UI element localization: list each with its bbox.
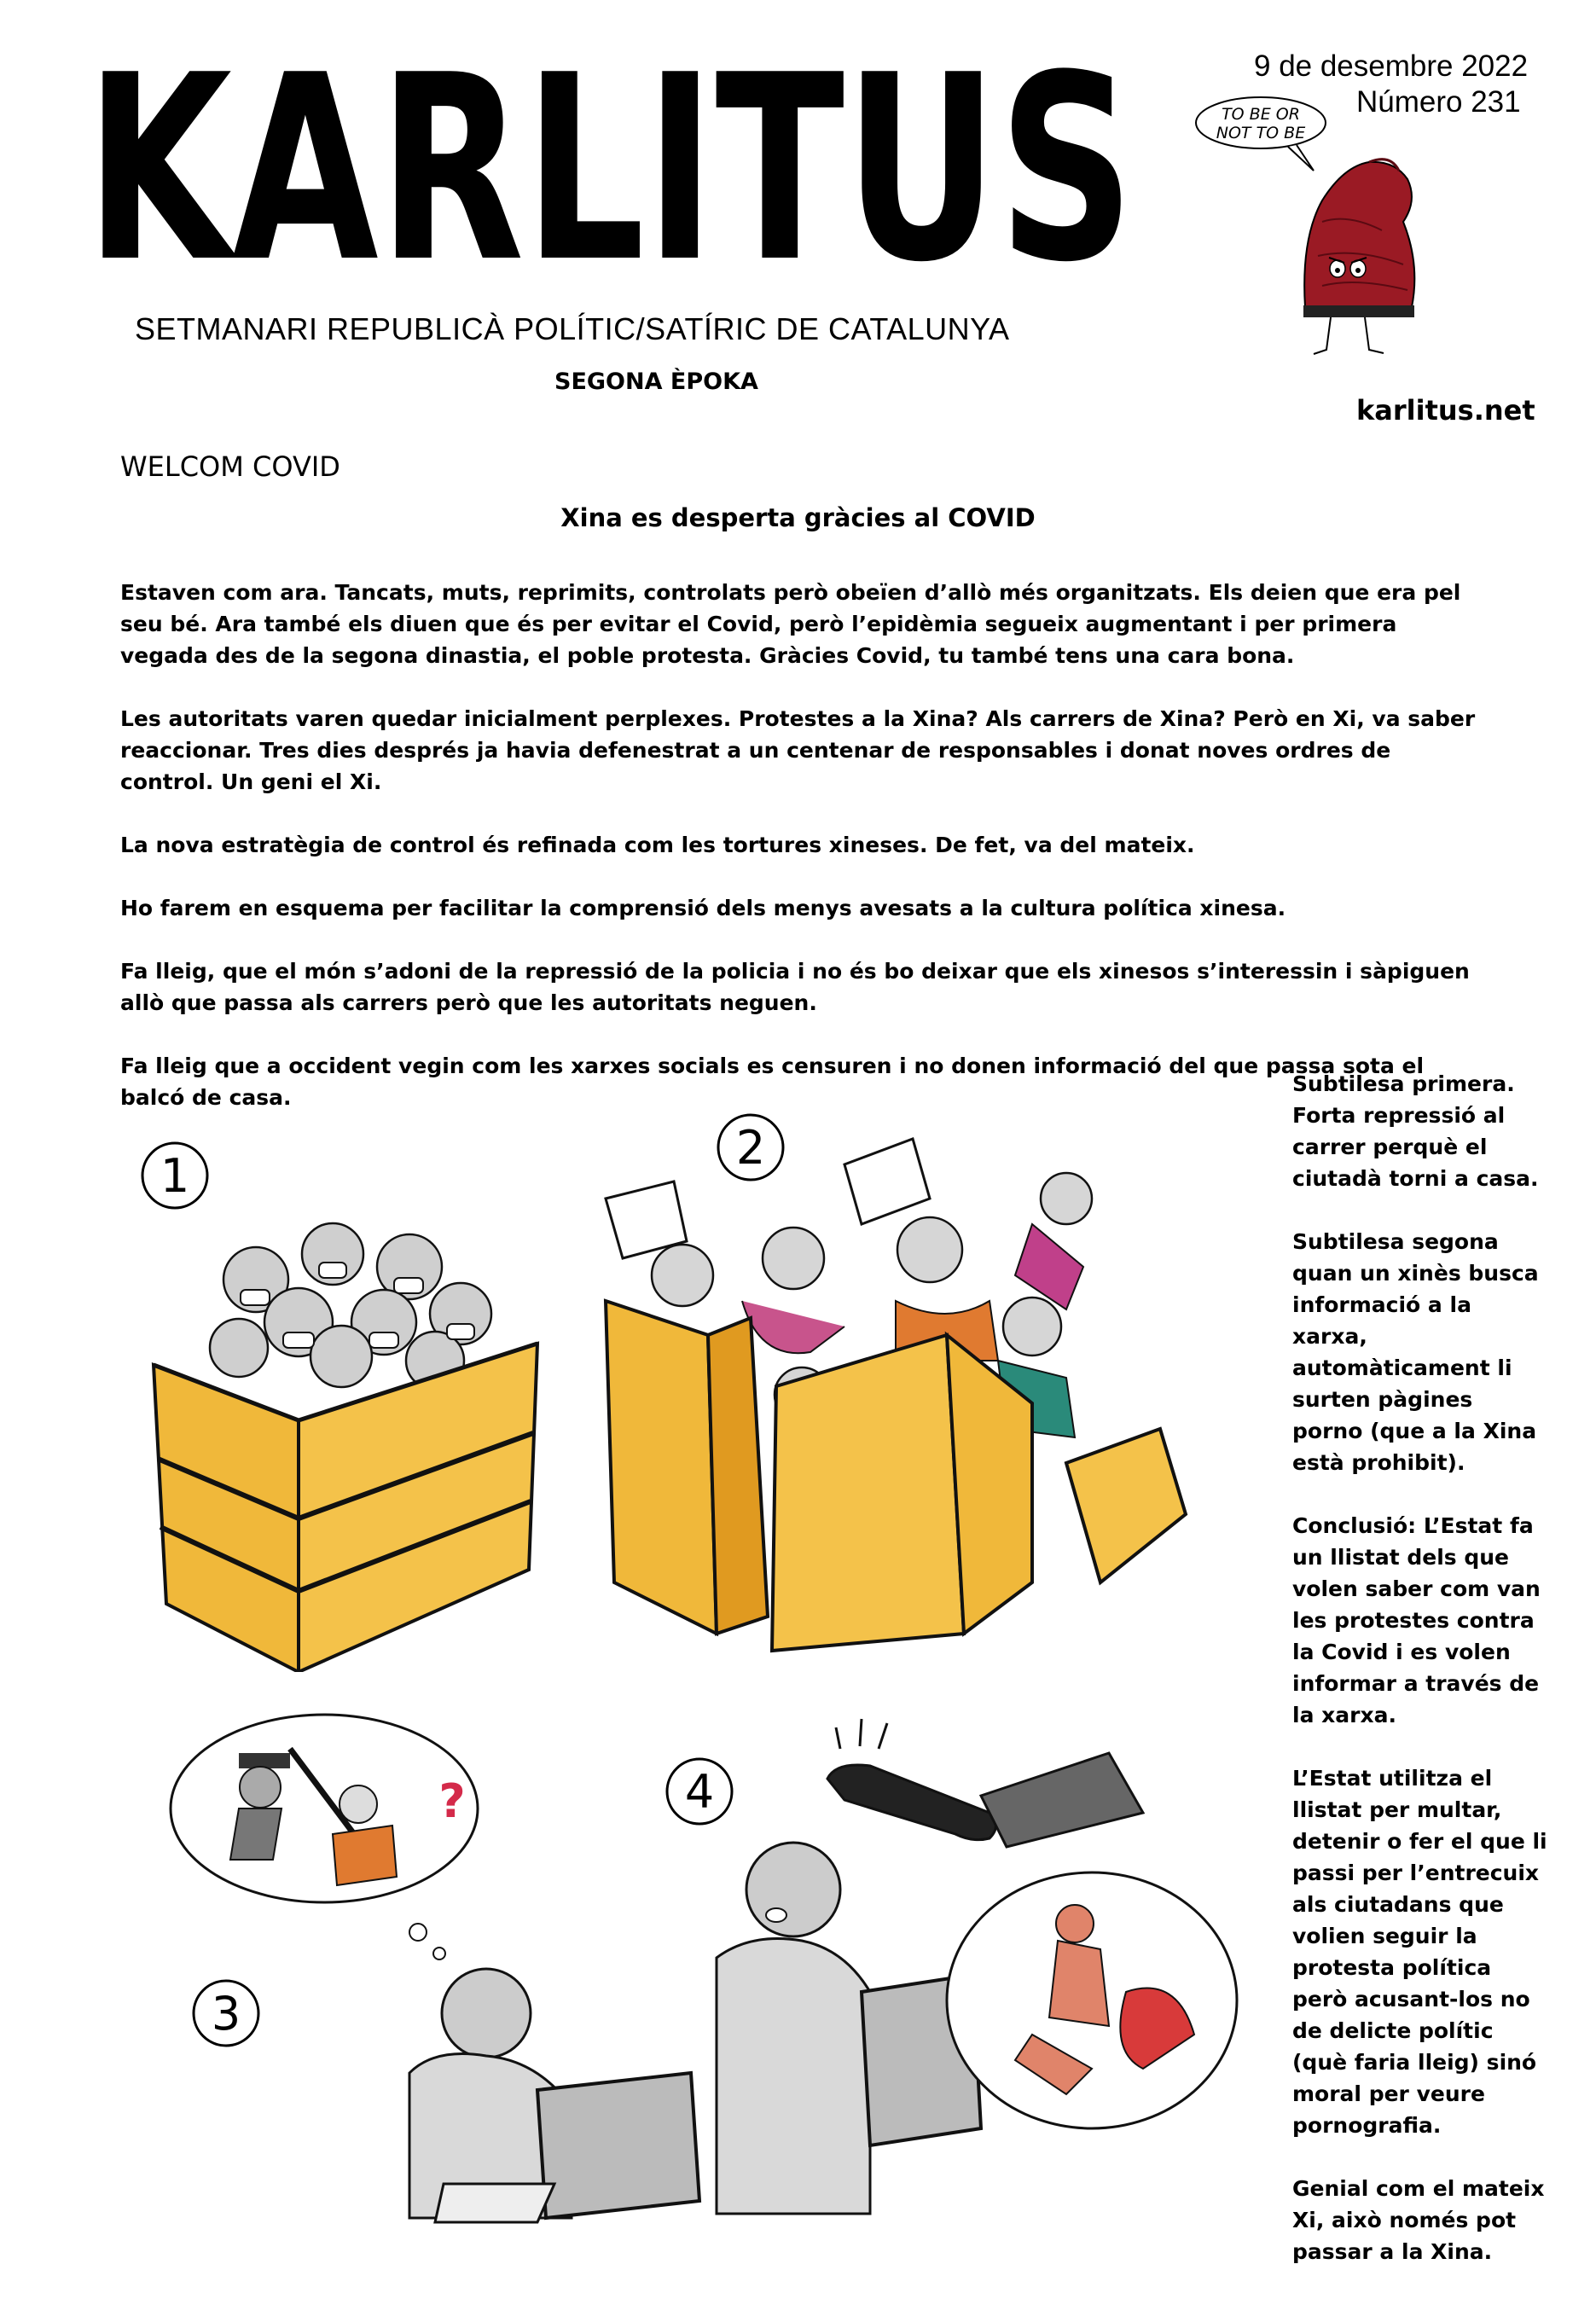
speech-bubble-line-2: NOT TO BE [1216,124,1306,142]
issue-number: Número 231 [1356,85,1521,119]
panel-number: 4 [684,1765,715,1819]
website-link[interactable]: karlitus.net [1356,394,1535,427]
body-paragraph: Estaven com ara. Tancats, muts, reprimits, controlats però obeïen d’allò més organitzats. Els deien que era pel seu bé. Ara també els diuen que és per evitar el Covid, però l’epidèmia segueix augmentant i per primera vegada des de la segona dinastia, el poble protesta. Gràcies Covid, tu també tens una cara bona. [120,580,1461,668]
issue-date: 9 de desembre 2022 [1254,49,1529,83]
masthead-title [85,44,1135,300]
panel-number: 2 [735,1121,766,1175]
svg-text:KARLITUS: KARLITUS [85,44,1135,300]
cartoon-panel-1 [128,1126,572,1672]
sidebar-paragraph: Subtilesa primera. Forta repressió al carrer perquè el ciutadà torni a casa. [1292,1071,1539,1191]
body-paragraph: Fa lleig, que el món s’adoni de la repressió de la policia i no és bo deixar que els xinesos s’interessin i sàpiguen allò que passa als carrers però que les autoritats neguen. [120,959,1470,1015]
article-headline: Xina es desperta gràcies al COVID [560,503,1036,532]
masthead-epoch: SEGONA ÈPOKA [554,369,758,395]
section-title: WELCOM COVID [120,450,340,483]
body-paragraph: Fa lleig que a occident vegin com les xarxes socials es censuren i no donen informació del que passa sota el balcó de casa. [120,1054,1425,1110]
masthead-tagline: SETMANARI REPUBLICÀ POLÍTIC/SATÍRIC DE CATALUNYA [135,311,1010,346]
cartoon-panel-3 [162,1706,708,2226]
sidebar-paragraph: Conclusió: L’Estat fa un llistat dels que volen saber com van les protestes contra la Covid i es volen informar a través de la xarxa. [1292,1513,1541,1727]
sidebar-paragraph: L’Estat utilitza el llistat per multar, detenir o fer el que li passi per l’entrecuix als ciutadans que volien seguir la protesta política però acusant-los no de delicte polític (què faria lleig) sinó moral per veure pornografia. [1292,1766,1547,2138]
panel-number: 1 [160,1149,190,1203]
baton [827,1765,996,1840]
sidebar-notes [1292,1068,1548,2299]
cartoon-panel-2 [589,1105,1203,1668]
sidebar-paragraph: Subtilesa segona quan un xinès busca informació a la xarxa, automàticament li surten pàgines porno (que a la Xina està prohibit). [1292,1229,1539,1475]
body-paragraph: Ho farem en esquema per facilitar la comprensió dels menys avesats a la cultura política xinesa. [120,896,1286,920]
mascot-illustration [1194,94,1476,384]
body-paragraph: La nova estratègia de control és refinada com les tortures xineses. De fet, va del mateix. [120,833,1195,857]
cartoon-panel-4 [665,1668,1245,2226]
police-arm [981,1753,1143,1847]
speech-bubble-line-1: TO BE OR [1222,105,1300,124]
keyboard [435,2184,554,2222]
sidebar-paragraph: Genial com el mateix Xi, això només pot passar a la Xina. [1292,2176,1545,2264]
question-mark: ? [438,1774,466,1828]
article-body [120,577,1485,1145]
body-paragraph: Les autoritats varen quedar inicialment perplexes. Protestes a la Xina? Als carrers de Xina? Però en Xi, va saber reaccionar. Tres dies després ja havia defenestrat a un centenar de responsables i donat noves ordres de control. Un geni el Xi. [120,706,1476,794]
panel-number: 3 [211,1987,241,2041]
thought-bubble [171,1715,478,1902]
